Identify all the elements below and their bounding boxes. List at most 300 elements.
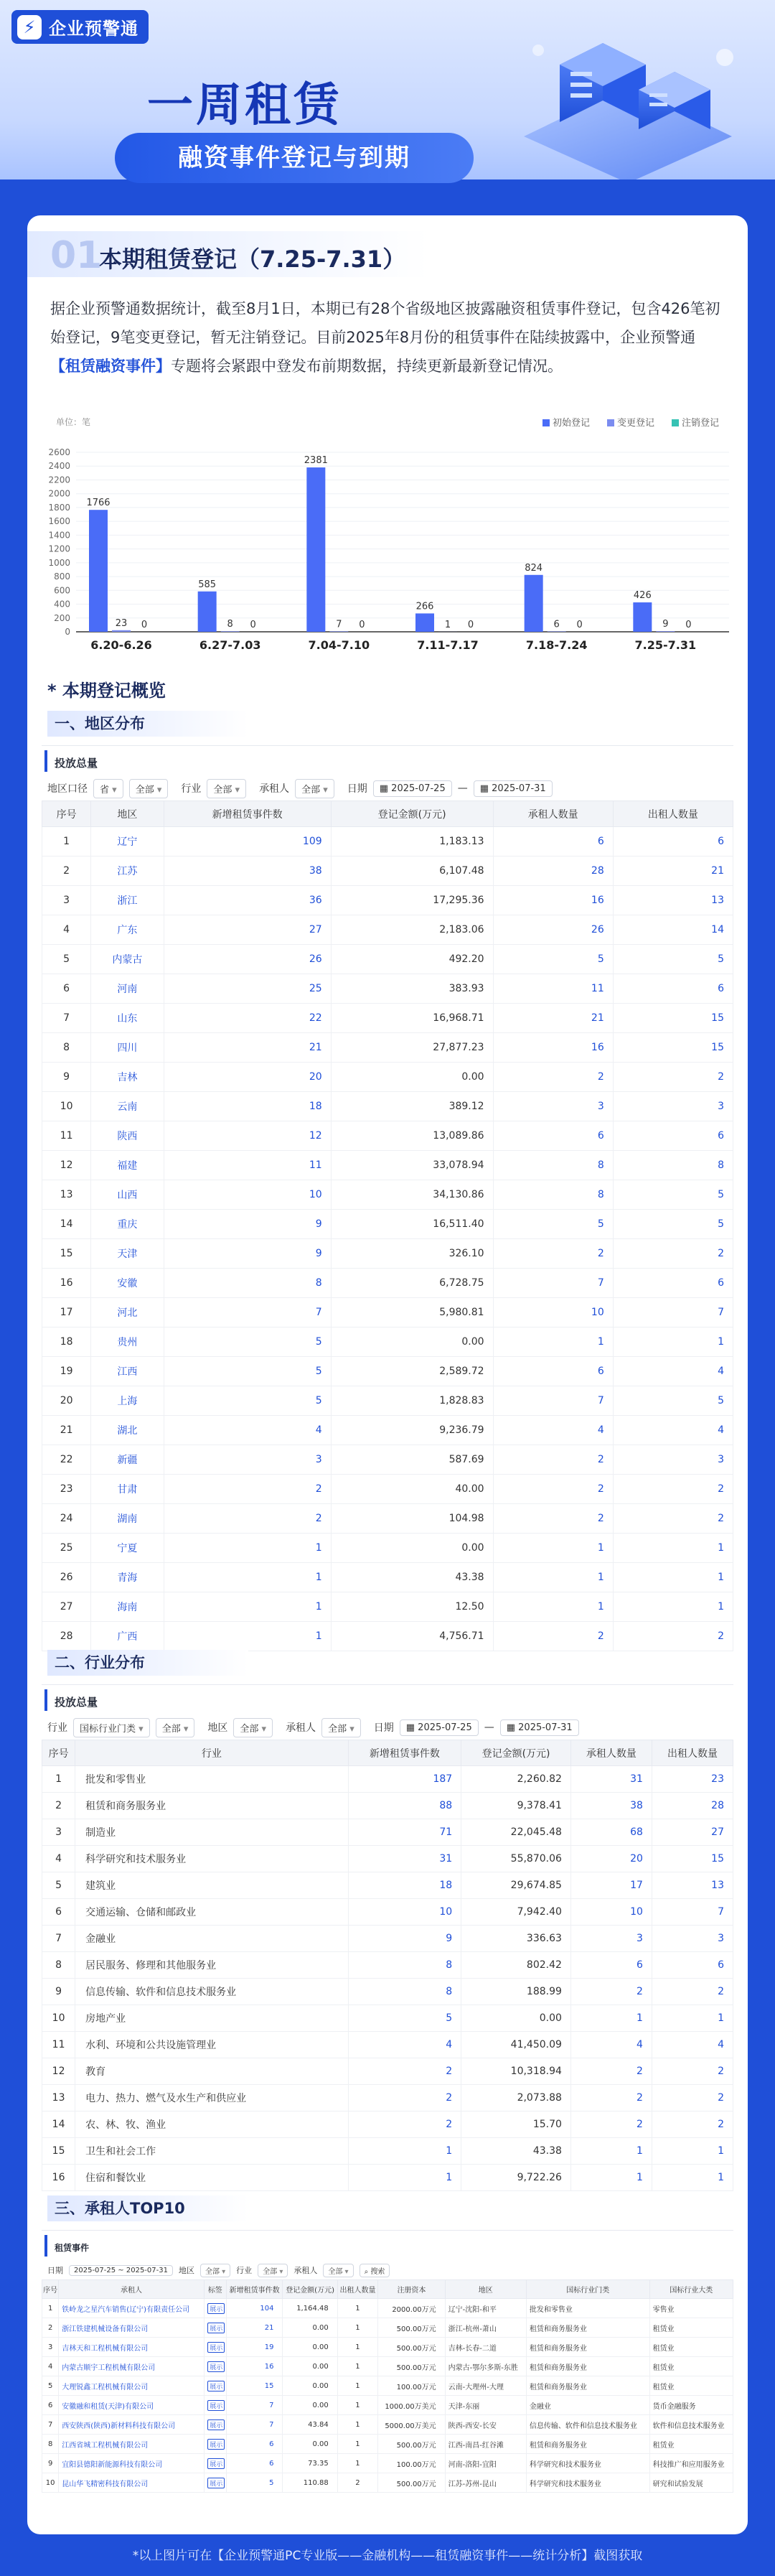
lessee-select[interactable]: 全部 ▾: [323, 2264, 353, 2277]
row-index: 18: [42, 1327, 91, 1357]
table-row[interactable]: [42, 1793, 733, 1819]
table-row[interactable]: [42, 1004, 733, 1033]
table-row[interactable]: [42, 1622, 733, 1651]
lessee-count[interactable]: 5: [493, 1210, 613, 1239]
lessee-name[interactable]: 西安陕西(陕西)新材料科技有限公司: [62, 2422, 176, 2430]
table-row[interactable]: [42, 1327, 733, 1357]
lessee-name[interactable]: 铁岭龙之星汽车销售(辽宁)有限责任公司: [62, 2305, 190, 2314]
lessor-count[interactable]: 2: [613, 1622, 733, 1651]
column-header: 承租人: [59, 2280, 205, 2299]
event-count[interactable]: 1: [164, 1592, 331, 1622]
lessee-count[interactable]: 4: [493, 1416, 613, 1445]
lessor-count[interactable]: 14: [613, 915, 733, 945]
lessee-count[interactable]: 21: [493, 1004, 613, 1033]
event-count[interactable]: 2: [164, 1504, 331, 1534]
table-row[interactable]: [42, 2165, 733, 2191]
event-count[interactable]: 12: [164, 1121, 331, 1151]
lessor-count[interactable]: 2: [613, 1063, 733, 1092]
table-row[interactable]: [42, 1416, 733, 1445]
event-count[interactable]: 18: [164, 1092, 331, 1121]
event-count[interactable]: 19: [226, 2338, 283, 2357]
event-count[interactable]: 21: [164, 1033, 331, 1063]
lessee-count[interactable]: 5: [493, 945, 613, 974]
event-count[interactable]: 8: [348, 1979, 461, 2005]
lessee-count[interactable]: 68: [570, 1819, 652, 1846]
lessee-count[interactable]: 1: [493, 1592, 613, 1622]
event-count[interactable]: 5: [226, 2473, 283, 2493]
industry-category: 科学研究和技术服务业: [526, 2473, 649, 2493]
lessor-count[interactable]: 6: [613, 827, 733, 857]
region-name[interactable]: 内蒙古: [91, 945, 164, 974]
column-header: 国标行业大类: [649, 2280, 733, 2299]
lessor-count[interactable]: 4: [652, 2032, 733, 2058]
lessee-name-cell[interactable]: [59, 2338, 205, 2357]
lessor-count[interactable]: 5: [613, 1386, 733, 1416]
lessee-tag[interactable]: 展示: [207, 2323, 225, 2333]
table-row[interactable]: [42, 915, 733, 945]
lessor-count[interactable]: 3: [652, 1926, 733, 1952]
event-count[interactable]: 2: [348, 2085, 461, 2111]
lessee-count[interactable]: 1: [493, 1327, 613, 1357]
lessor-count[interactable]: 3: [613, 1445, 733, 1475]
event-count[interactable]: 6: [226, 2435, 283, 2454]
table-row[interactable]: [42, 1504, 733, 1534]
event-count[interactable]: 26: [164, 945, 331, 974]
lessor-count[interactable]: 2: [652, 2111, 733, 2138]
event-count[interactable]: 22: [164, 1004, 331, 1033]
industry-all-select[interactable]: 全部 ▾: [156, 1718, 195, 1737]
region-name[interactable]: 海南: [91, 1592, 164, 1622]
region-name[interactable]: 吉林: [91, 1063, 164, 1092]
lessee-count[interactable]: 1: [493, 1534, 613, 1563]
lessor-count[interactable]: 4: [613, 1416, 733, 1445]
lessor-count[interactable]: 15: [652, 1846, 733, 1872]
row-index: 11: [42, 2032, 75, 2058]
region-name[interactable]: 湖南: [91, 1504, 164, 1534]
lessor-count[interactable]: 5: [613, 1210, 733, 1239]
lessor-count[interactable]: 1: [652, 2138, 733, 2165]
summary-highlight-link[interactable]: 【租赁融资事件】: [50, 358, 171, 375]
lessor-count[interactable]: 1: [613, 1592, 733, 1622]
industry-category-select[interactable]: 国标行业门类 ▾: [73, 1718, 150, 1737]
event-count[interactable]: 187: [348, 1766, 461, 1793]
event-count[interactable]: 27: [164, 915, 331, 945]
date-range-input[interactable]: 2025-07-25 ~ 2025-07-31: [69, 2265, 173, 2276]
event-count[interactable]: 9: [164, 1210, 331, 1239]
lessee-name-cell[interactable]: [59, 2435, 205, 2454]
event-count[interactable]: 5: [164, 1386, 331, 1416]
table-row[interactable]: [42, 886, 733, 915]
event-count[interactable]: 20: [164, 1063, 331, 1092]
region-name[interactable]: 新疆: [91, 1445, 164, 1475]
lessee-name-cell[interactable]: [59, 2415, 205, 2435]
table-row[interactable]: [42, 2318, 733, 2338]
lessee-name-cell[interactable]: [59, 2318, 205, 2338]
event-count[interactable]: 5: [164, 1357, 331, 1386]
lessee-count[interactable]: 28: [493, 857, 613, 886]
lessee-count[interactable]: 2: [493, 1239, 613, 1269]
event-count[interactable]: 6: [226, 2454, 283, 2473]
event-count[interactable]: 36: [164, 886, 331, 915]
lessee-count[interactable]: 16: [493, 1033, 613, 1063]
region-filter-select[interactable]: 全部 ▾: [233, 1718, 273, 1737]
region-table-header: [42, 801, 733, 827]
lessee-name[interactable]: 浙江铁建机械设备有限公司: [62, 2325, 149, 2333]
table-row[interactable]: [42, 2338, 733, 2357]
lessor-count[interactable]: 2: [613, 1239, 733, 1269]
event-count[interactable]: 4: [164, 1416, 331, 1445]
table-row[interactable]: [42, 2005, 733, 2032]
event-count[interactable]: 9: [348, 1926, 461, 1952]
bar: [525, 575, 543, 632]
table-row[interactable]: [42, 1592, 733, 1622]
lessee-count[interactable]: 17: [570, 1872, 652, 1899]
lessee-count[interactable]: 2: [493, 1445, 613, 1475]
table-row[interactable]: [42, 1475, 733, 1504]
table-row[interactable]: [42, 1979, 733, 2005]
lessee-table: [42, 2279, 733, 2493]
table-row[interactable]: [42, 2357, 733, 2376]
region-name[interactable]: 广东: [91, 915, 164, 945]
lessor-count[interactable]: 6: [652, 1952, 733, 1979]
table-row[interactable]: [42, 2299, 733, 2318]
amount: 6,107.48: [331, 857, 493, 886]
caliber-select[interactable]: 省 ▾: [93, 779, 123, 798]
y-tick-label: 2600: [48, 447, 70, 457]
event-count[interactable]: 2: [164, 1475, 331, 1504]
table-row[interactable]: [42, 1563, 733, 1592]
event-count[interactable]: 10: [164, 1180, 331, 1210]
amount: 1,183.13: [331, 827, 493, 857]
table-row[interactable]: [42, 2138, 733, 2165]
amount: 16,968.71: [331, 1004, 493, 1033]
lessee-count[interactable]: 3: [493, 1092, 613, 1121]
lessee-count[interactable]: 20: [570, 1846, 652, 1872]
table-row[interactable]: [42, 1180, 733, 1210]
event-count[interactable]: 21: [226, 2318, 283, 2338]
table-row[interactable]: [42, 827, 733, 857]
lessee-count[interactable]: 10: [493, 1298, 613, 1327]
lessee-tag[interactable]: 展示: [207, 2342, 225, 2353]
lessor-count: 1: [337, 2435, 378, 2454]
event-count[interactable]: 1: [348, 2138, 461, 2165]
event-count[interactable]: 7: [226, 2396, 283, 2415]
lessee-name-cell[interactable]: [59, 2396, 205, 2415]
row-index: 15: [42, 2138, 75, 2165]
industry-category: 租赁和商务服务业: [526, 2435, 649, 2454]
event-count[interactable]: 71: [348, 1819, 461, 1846]
lessor-count[interactable]: 4: [613, 1357, 733, 1386]
industry-major: 租赁业: [649, 2338, 733, 2357]
event-count[interactable]: 109: [164, 827, 331, 857]
lessee-count[interactable]: 1: [570, 2165, 652, 2191]
region-name[interactable]: 贵州: [91, 1327, 164, 1357]
region-select[interactable]: 全部 ▾: [200, 2264, 230, 2277]
industry-select[interactable]: 全部 ▾: [258, 2264, 288, 2277]
table-row[interactable]: [42, 1534, 733, 1563]
lessor-count[interactable]: 2: [613, 1475, 733, 1504]
row-index: 27: [42, 1592, 91, 1622]
table-row[interactable]: [42, 1357, 733, 1386]
lessee-count[interactable]: 2: [493, 1475, 613, 1504]
date-from-input[interactable]: [400, 1719, 479, 1736]
lessee-count[interactable]: 3: [570, 1926, 652, 1952]
table-row[interactable]: [42, 1298, 733, 1327]
lessee-name-cell[interactable]: [59, 2454, 205, 2473]
lessee-tag[interactable]: 展示: [207, 2419, 225, 2430]
event-count[interactable]: 10: [348, 1899, 461, 1926]
lessor-count[interactable]: 7: [652, 1899, 733, 1926]
region-name[interactable]: 广西: [91, 1622, 164, 1651]
lessee-name-cell[interactable]: [59, 2376, 205, 2396]
event-count[interactable]: 1: [164, 1534, 331, 1563]
table-row[interactable]: [42, 2415, 733, 2435]
event-count[interactable]: 2: [348, 2111, 461, 2138]
lessee-count[interactable]: 1: [570, 2005, 652, 2032]
event-count[interactable]: 16: [226, 2357, 283, 2376]
lessor-count[interactable]: 15: [613, 1033, 733, 1063]
lessor-count[interactable]: 6: [613, 1121, 733, 1151]
lessee-count[interactable]: 6: [493, 1357, 613, 1386]
lessee-tag[interactable]: 展示: [207, 2478, 225, 2488]
region-name[interactable]: 辽宁: [91, 827, 164, 857]
lessee-filter-select[interactable]: 全部 ▾: [321, 1718, 361, 1737]
event-count[interactable]: 2: [348, 2058, 461, 2085]
region-name[interactable]: 四川: [91, 1033, 164, 1063]
lessee-count[interactable]: 16: [493, 886, 613, 915]
lessee-count[interactable]: 2: [570, 1979, 652, 2005]
table-row[interactable]: [42, 1210, 733, 1239]
table-row[interactable]: [42, 2454, 733, 2473]
region-name[interactable]: 浙江: [91, 886, 164, 915]
table-row[interactable]: [42, 1926, 733, 1952]
lessor-count[interactable]: 1: [613, 1563, 733, 1592]
region-name[interactable]: 安徽: [91, 1269, 164, 1298]
table-row[interactable]: [42, 1846, 733, 1872]
lessee-name[interactable]: 吉林天和工程机械有限公司: [62, 2344, 149, 2353]
table-row[interactable]: [42, 1952, 733, 1979]
lessee-tag[interactable]: 展示: [207, 2381, 225, 2391]
region-name[interactable]: 陕西: [91, 1121, 164, 1151]
lessee-count[interactable]: 8: [493, 1180, 613, 1210]
lessee-name-cell[interactable]: [59, 2357, 205, 2376]
lessor-count[interactable]: 23: [652, 1766, 733, 1793]
lessee-count[interactable]: 6: [493, 827, 613, 857]
amount: 22,045.48: [461, 1819, 571, 1846]
table-row[interactable]: [42, 1766, 733, 1793]
table-row[interactable]: [42, 2085, 733, 2111]
event-count[interactable]: 104: [226, 2299, 283, 2318]
table-row[interactable]: [42, 2473, 733, 2493]
event-count[interactable]: 7: [164, 1298, 331, 1327]
lessee-name[interactable]: 昆山华飞精密科技有限公司: [62, 2480, 149, 2488]
lessor-count[interactable]: 2: [613, 1504, 733, 1534]
lessee-filter-label: 承租人: [259, 783, 290, 795]
table-row[interactable]: [42, 2396, 733, 2415]
event-count[interactable]: 25: [164, 974, 331, 1004]
lessee-count[interactable]: 11: [493, 974, 613, 1004]
region-name[interactable]: 甘肃: [91, 1475, 164, 1504]
event-count[interactable]: 11: [164, 1151, 331, 1180]
region-name[interactable]: 青海: [91, 1563, 164, 1592]
table-row[interactable]: [42, 1445, 733, 1475]
lessor-count[interactable]: 28: [652, 1793, 733, 1819]
table-row[interactable]: [42, 1033, 733, 1063]
lessor-count[interactable]: 2: [652, 1979, 733, 2005]
lessor-count[interactable]: 6: [613, 974, 733, 1004]
event-count[interactable]: 15: [226, 2376, 283, 2396]
event-count[interactable]: 38: [164, 857, 331, 886]
lessee-name[interactable]: 江西省城工程机械有限公司: [62, 2441, 149, 2450]
lessee-count[interactable]: 1: [493, 1563, 613, 1592]
lessor-count[interactable]: 2: [652, 2058, 733, 2085]
lessee-name[interactable]: 安徽融和租赁(天津)有限公司: [62, 2402, 154, 2411]
industry-filter-select[interactable]: 全部 ▾: [207, 779, 246, 798]
lessor-count[interactable]: 1: [652, 2005, 733, 2032]
bar: [306, 467, 325, 632]
table-row[interactable]: [42, 1239, 733, 1269]
region-name[interactable]: 湖北: [91, 1416, 164, 1445]
event-count[interactable]: 9: [164, 1239, 331, 1269]
region-name[interactable]: 江苏: [91, 857, 164, 886]
region-name[interactable]: 天津: [91, 1239, 164, 1269]
legend-label: 注销登记: [682, 418, 720, 429]
row-index: 4: [42, 1846, 75, 1872]
date-from-input[interactable]: [373, 780, 452, 797]
event-count[interactable]: 88: [348, 1793, 461, 1819]
lessee-count[interactable]: 1: [570, 2138, 652, 2165]
event-count[interactable]: 7: [226, 2415, 283, 2435]
table-row[interactable]: [42, 1151, 733, 1180]
lessee-count[interactable]: 7: [493, 1269, 613, 1298]
lessor-count[interactable]: 7: [613, 1298, 733, 1327]
table-row[interactable]: [42, 2032, 733, 2058]
event-count[interactable]: 3: [164, 1445, 331, 1475]
event-count[interactable]: 5: [164, 1327, 331, 1357]
lessee-tag[interactable]: 展示: [207, 2458, 225, 2469]
region-name[interactable]: 河北: [91, 1298, 164, 1327]
lessee-name[interactable]: 内蒙古顺宇工程机械有限公司: [62, 2363, 156, 2372]
lessor-count[interactable]: 13: [613, 886, 733, 915]
table-row[interactable]: [42, 1819, 733, 1846]
region-name[interactable]: 河南: [91, 974, 164, 1004]
lessee-count[interactable]: 2: [493, 1504, 613, 1534]
table-row[interactable]: [42, 1899, 733, 1926]
lessee-name-cell[interactable]: [59, 2473, 205, 2493]
region-name[interactable]: 上海: [91, 1386, 164, 1416]
industry-major: 零售业: [649, 2299, 733, 2318]
lessee-tag[interactable]: 展示: [207, 2361, 225, 2372]
x-tick-label: 7.25-7.31: [634, 638, 697, 652]
table-row[interactable]: [42, 1386, 733, 1416]
lessee-count[interactable]: 38: [570, 1793, 652, 1819]
lessor-count[interactable]: 21: [613, 857, 733, 886]
date-to-input[interactable]: [500, 1719, 579, 1736]
lessee-count[interactable]: 2: [570, 2058, 652, 2085]
table-row[interactable]: [42, 974, 733, 1004]
table-row[interactable]: [42, 2376, 733, 2396]
lessee-count[interactable]: 2: [570, 2111, 652, 2138]
region-name[interactable]: 福建: [91, 1151, 164, 1180]
lessee-filter-select[interactable]: 全部 ▾: [295, 779, 334, 798]
amount: 27,877.23: [331, 1033, 493, 1063]
table-row[interactable]: [42, 2058, 733, 2085]
table-row[interactable]: [42, 1872, 733, 1899]
table-row[interactable]: [42, 1063, 733, 1092]
region-name[interactable]: 云南: [91, 1092, 164, 1121]
lessee-count[interactable]: 2: [493, 1622, 613, 1651]
date-label: 日期: [47, 2266, 63, 2275]
caliber-all-select[interactable]: 全部 ▾: [129, 779, 169, 798]
lessee-count[interactable]: 8: [493, 1151, 613, 1180]
event-count[interactable]: 1: [164, 1563, 331, 1592]
lessee-count[interactable]: 6: [570, 1952, 652, 1979]
lessor-count[interactable]: 5: [613, 1180, 733, 1210]
lessor-count[interactable]: 6: [613, 1269, 733, 1298]
lessee-count[interactable]: 31: [570, 1766, 652, 1793]
event-count[interactable]: 1: [348, 2165, 461, 2191]
lessor-count[interactable]: 3: [613, 1092, 733, 1121]
lessor-count[interactable]: 2: [652, 2085, 733, 2111]
table-row[interactable]: [42, 945, 733, 974]
region-name[interactable]: 山东: [91, 1004, 164, 1033]
lessee-tag[interactable]: 展示: [207, 2439, 225, 2450]
table-row[interactable]: [42, 2111, 733, 2138]
event-count[interactable]: 5: [348, 2005, 461, 2032]
event-count[interactable]: 31: [348, 1846, 461, 1872]
lessor-count[interactable]: 8: [613, 1151, 733, 1180]
table-row[interactable]: [42, 1121, 733, 1151]
region-name[interactable]: 江西: [91, 1357, 164, 1386]
lessee-count[interactable]: 2: [493, 1063, 613, 1092]
lessee-count[interactable]: 26: [493, 915, 613, 945]
event-count[interactable]: 4: [348, 2032, 461, 2058]
table-row[interactable]: [42, 2435, 733, 2454]
table-row[interactable]: [42, 1092, 733, 1121]
event-count[interactable]: 8: [164, 1269, 331, 1298]
lessor-count[interactable]: 15: [613, 1004, 733, 1033]
lessee-tag[interactable]: 展示: [207, 2400, 225, 2411]
lessor-count[interactable]: 27: [652, 1819, 733, 1846]
event-count[interactable]: 18: [348, 1872, 461, 1899]
lessee-name[interactable]: 大理锐鑫工程机械有限公司: [62, 2383, 149, 2391]
date-to-input[interactable]: [474, 780, 553, 797]
lessee-count[interactable]: 2: [570, 2085, 652, 2111]
lessor-count[interactable]: 1: [613, 1534, 733, 1563]
table-row[interactable]: [42, 857, 733, 886]
lessee-count[interactable]: 7: [493, 1386, 613, 1416]
lessee-name-cell[interactable]: [59, 2299, 205, 2318]
search-button[interactable]: [360, 2264, 390, 2277]
event-count[interactable]: 8: [348, 1952, 461, 1979]
lessor-count[interactable]: 5: [613, 945, 733, 974]
table-row[interactable]: [42, 1269, 733, 1298]
region-name[interactable]: 重庆: [91, 1210, 164, 1239]
lessee-count[interactable]: 6: [493, 1121, 613, 1151]
lessor-count[interactable]: 13: [652, 1872, 733, 1899]
lessee-count[interactable]: 4: [570, 2032, 652, 2058]
lessee-name[interactable]: 宜阳县德阳新能源科技有限公司: [62, 2460, 163, 2469]
region-name[interactable]: 宁夏: [91, 1534, 164, 1563]
lessee-count[interactable]: 10: [570, 1899, 652, 1926]
event-count[interactable]: 1: [164, 1622, 331, 1651]
region-name[interactable]: 山西: [91, 1180, 164, 1210]
lessee-tag[interactable]: 展示: [207, 2303, 225, 2314]
amount: 0.00: [283, 2435, 337, 2454]
column-header: 出租人数量: [337, 2280, 378, 2299]
lessor-count[interactable]: 1: [613, 1327, 733, 1357]
lessor-count[interactable]: 1: [652, 2165, 733, 2191]
